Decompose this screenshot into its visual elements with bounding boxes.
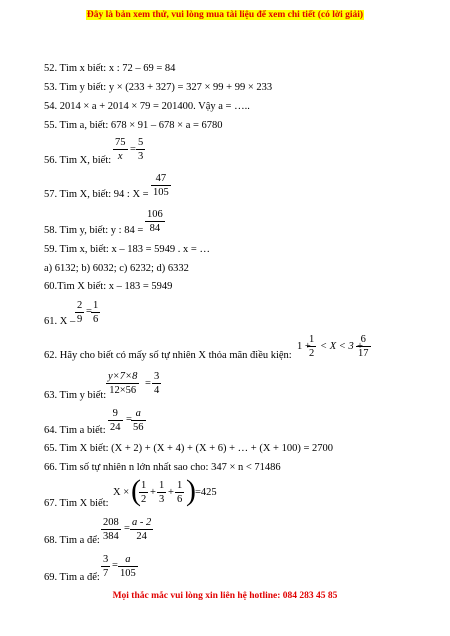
fraction: $\frac{a - 2}{24}$ [132,517,152,542]
equals-sign: = [112,560,118,571]
fraction: $\frac{75}{x}$ [115,137,126,162]
right-paren: ) [186,474,196,507]
fraction: $\frac{1}{2}$ [309,334,315,359]
problem-67-label: 67. Tìm X biết: [44,498,109,509]
fraction: $\frac{1}{6}$ [177,480,183,505]
problem-63-label: 63. Tìm y biết: [44,390,107,401]
fraction: $\frac{3}{4}$ [154,371,160,396]
equals-sign: = [130,144,136,155]
problem-54: 54. 2014 × a + 2014 × 79 = 201400. Vậy a = ….. [44,101,250,112]
problem-65: 65. Tìm X biết: (X + 2) + (X + 4) + (X + 6) + … + (X + 100) = 2700 [44,443,334,454]
equals-sign: = [145,378,151,389]
problem-59: 59. Tìm x, biết: x – 183 = 5949 . x = … [44,244,210,255]
fraction: $\frac{2}{9}$ [77,300,83,325]
problem-68-label: 68. Tìm a để: [44,535,100,546]
fraction: $\frac{47}{105}$ [153,173,169,198]
problem-53: 53. Tìm y biết: y × (233 + 327) = 327 × 99 + 99 × 233 [44,82,273,93]
problem-60: 60.Tìm X biết: x – 183 = 5949 [44,281,173,292]
problem-69-label: 69. Tìm a để: [44,572,100,583]
fraction: $\frac{1}{6}$ [93,300,99,325]
left-paren: ( [131,474,141,507]
problem-62-label: 62. Hãy cho biết có mấy số tự nhiên X thỏa mãn điều kiện: [44,350,292,361]
inequality-left: 1 + [297,341,311,352]
problem-64-label: 64. Tìm a biết: [44,425,106,436]
fraction: $\frac{y\times 7\times 8}{12\times 56}$ [108,371,138,396]
fraction: $\frac{1}{2}$ [141,480,147,505]
hotline-notice: Mọi thắc mắc vui lòng xin liên hệ hotline: 084 283 45 85 [112,591,338,601]
preview-notice: Đây là bản xem thử, vui lòng mua tài liệu để xem chi tiết (có lời giải) [86,10,364,20]
equals-sign: = [124,523,130,534]
fraction: $\frac{5}{3}$ [138,137,144,162]
equals-sign: = [86,306,92,317]
fraction: $\frac{a}{56}$ [133,408,144,433]
problem-57-label: 57. Tìm X, biết: 94 : X = [44,189,149,200]
problem-58-label: 58. Tìm y, biết: y : 84 = [44,225,144,236]
equals-sign: = [126,414,132,425]
inequality-middle: < X < 3 + [320,341,364,352]
problem-66: 66. Tìm số tự nhiên n lớn nhất sao cho: 347 × n < 71486 [44,462,281,473]
problem-52: 52. Tìm x biết: x : 72 – 69 = 84 [44,63,176,74]
plus-sign: + [150,487,156,498]
fraction: $\frac{1}{3}$ [159,480,165,505]
expression-result: =425 [195,487,217,498]
expression-prefix: X × [113,487,130,498]
plus-sign: + [168,487,174,498]
problem-59-options: a) 6132; b) 6032; c) 6232; d) 6332 [44,263,189,274]
fraction: $\frac{208}{384}$ [103,517,119,542]
problem-61-label: 61. X – [44,316,76,327]
problem-55: 55. Tìm a, biết: 678 × 91 – 678 × a = 6780 [44,120,223,131]
fraction: $\frac{9}{24}$ [110,408,121,433]
problem-56-label: 56. Tìm X, biết: [44,155,112,166]
fraction: $\frac{106}{84}$ [147,209,163,234]
fraction: $\frac{6}{17}$ [358,334,369,359]
fraction: $\frac{a}{105}$ [120,554,136,579]
fraction: $\frac{3}{7}$ [103,554,109,579]
